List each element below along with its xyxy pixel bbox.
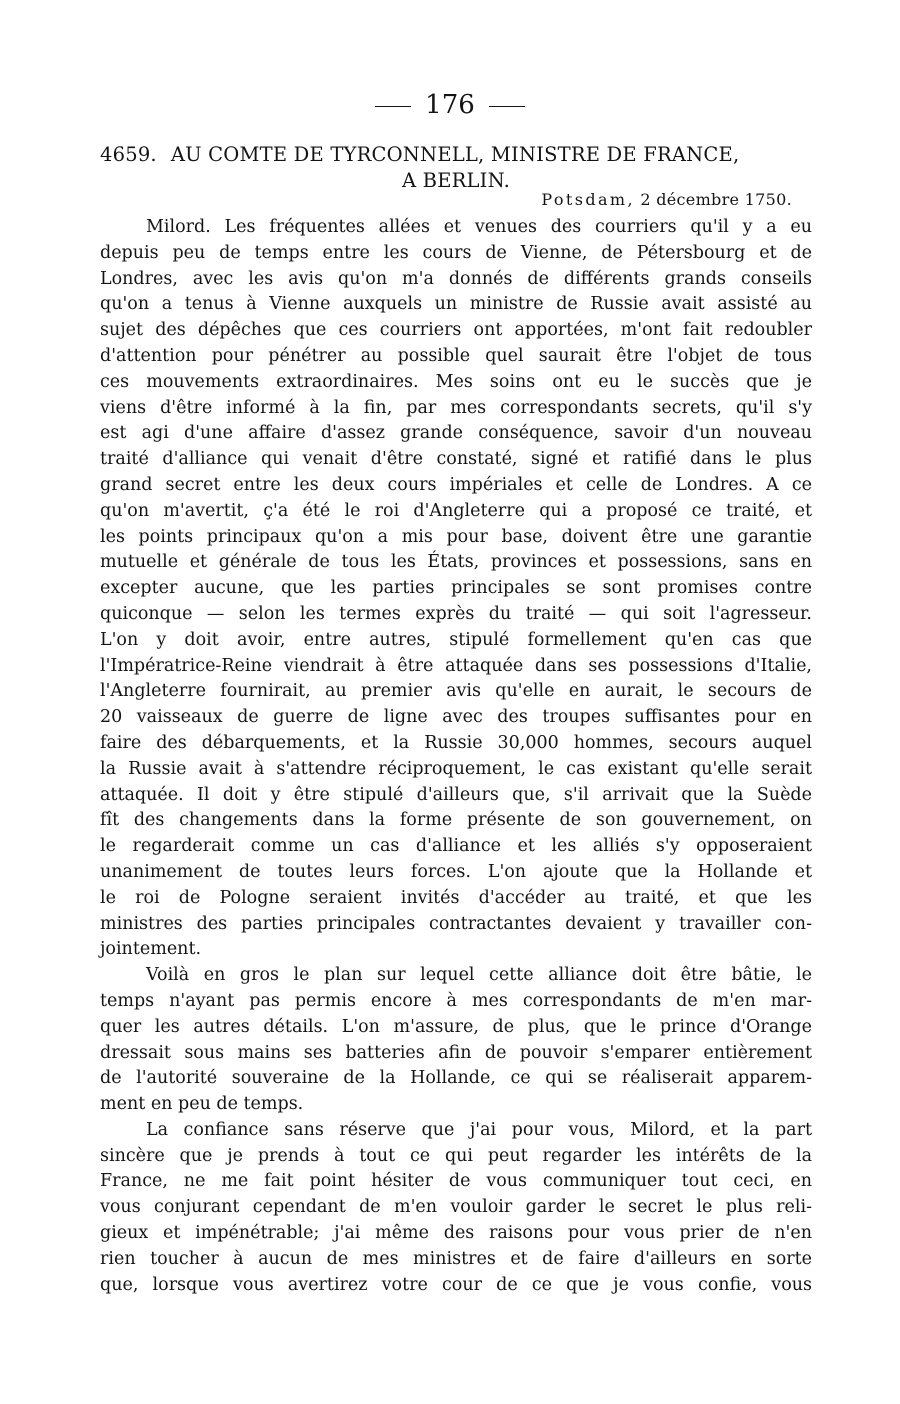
text-line: d'attention pour pénétrer au possible quel saurait être l'objet de tous bbox=[100, 345, 812, 366]
text-line: quiconque — selon les termes exprès du traité — qui soit l'agresseur. bbox=[100, 603, 812, 624]
text-line: France, ne me fait point hésiter de vous communiquer tout ceci, en bbox=[100, 1171, 812, 1192]
text-line: sujet des dépêches que ces courriers ont apportées, m'ont fait redoubler bbox=[100, 320, 812, 341]
text-line: Milord. Les fréquentes allées et venues des courriers qu'il y a eu bbox=[146, 217, 812, 237]
text-line: ment en peu de temps. bbox=[100, 1094, 304, 1115]
text-line: unanimement de toutes leurs forces. L'on ajoute que la Hollande et bbox=[100, 861, 812, 882]
text-line: grand secret entre les deux cours impériales et celle de Londres. A ce bbox=[100, 474, 812, 495]
text-line: est agi d'une affaire d'assez grande conséquence, savoir d'un nouveau bbox=[100, 423, 812, 444]
text-line: le roi de Pologne seraient invités d'accéder au traité, et que les bbox=[100, 887, 812, 908]
text-line: viens d'être informé à la fin, par mes correspondants secrets, qu'il s'y bbox=[100, 397, 812, 418]
letter-body bbox=[100, 215, 812, 1298]
text-line: La confiance sans réserve que j'ai pour vous, Milord, et la part bbox=[146, 1119, 812, 1140]
text-line: l'Angleterre fournirait, au premier avis qu'elle en aurait, le secours de bbox=[100, 681, 812, 702]
paragraph bbox=[100, 215, 812, 963]
text-line: ces mouvements extraordinaires. Mes soins ont eu le succès que je bbox=[100, 371, 812, 392]
text-line: temps n'ayant pas permis encore à mes correspondants de m'en mar- bbox=[100, 990, 812, 1011]
dateline-place: Potsdam, bbox=[541, 190, 635, 209]
text-line: de l'autorité souveraine de la Hollande, ce qui se réaliserait apparem- bbox=[100, 1068, 812, 1089]
text-line: Voilà en gros le plan sur lequel cette alliance doit être bâtie, le bbox=[146, 965, 812, 986]
text-line: excepter aucune, que les parties principales se sont promises contre bbox=[100, 578, 812, 599]
text-line: fît des changements dans la forme présente de son gouvernement, on bbox=[100, 810, 812, 831]
dateline bbox=[541, 190, 792, 210]
text-line: vous conjurant cependant de m'en vouloir garder le secret le plus reli- bbox=[100, 1197, 812, 1218]
text-line: sincère que je prends à tout ce qui peut regarder les intérêts de la bbox=[100, 1145, 812, 1166]
text-line: depuis peu de temps entre les cours de Vienne, de Pétersbourg et de bbox=[100, 242, 812, 263]
page-number-dash-left bbox=[375, 106, 411, 107]
page-number-dash-right bbox=[489, 106, 525, 107]
text-line: qu'on m'avertit, ç'a été le roi d'Angleterre qui a proposé ce traité, et bbox=[100, 500, 812, 521]
text-line: l'Impératrice-Reine viendrait à être attaquée dans ses possessions d'Italie, bbox=[100, 655, 812, 676]
text-line: rien toucher à aucun de mes ministres et de faire d'ailleurs en sorte bbox=[100, 1248, 812, 1269]
text-line: ministres des parties principales contractantes devaient y travailler con- bbox=[100, 913, 812, 934]
text-line: Londres, avec les avis qu'on m'a donnés de différents grands conseils bbox=[100, 268, 812, 289]
text-line: L'on y doit avoir, entre autres, stipulé formellement qu'en cas que bbox=[100, 629, 812, 650]
paragraph bbox=[100, 963, 812, 1118]
paragraph bbox=[100, 1118, 812, 1299]
text-line: qu'on a tenus à Vienne auxquels un ministre de Russie avait assisté au bbox=[100, 294, 812, 315]
page-number-text: 176 bbox=[425, 90, 475, 120]
letter-recipient: AU COMTE DE TYRCONNELL, MINISTRE DE FRANCE, bbox=[170, 143, 740, 166]
letter-recipient-location: A BERLIN. bbox=[402, 169, 510, 192]
text-line: les points principaux qu'on a mis pour base, doivent être une garantie bbox=[100, 526, 812, 547]
dateline-date: 2 décembre 1750. bbox=[640, 190, 792, 209]
text-line: gieux et impénétrable; j'ai même des raisons pour vous prier de n'en bbox=[100, 1223, 812, 1244]
text-line: dressait sous mains ses batteries afin de pouvoir s'emparer entièrement bbox=[100, 1042, 812, 1063]
text-line: faire des débarquements, et la Russie 30,000 hommes, secours auquel bbox=[100, 732, 812, 753]
text-line: jointement. bbox=[100, 939, 202, 960]
text-line: traité d'alliance qui venait d'être constaté, signé et ratifié dans le plus bbox=[100, 449, 812, 470]
text-line: la Russie avait à s'attendre réciproquement, le cas existant qu'elle serait bbox=[100, 758, 812, 779]
text-line: le regarderait comme un cas d'alliance et les alliés s'y opposeraient bbox=[100, 836, 812, 857]
text-line: que, lorsque vous avertirez votre cour de ce que je vous confie, vous bbox=[100, 1274, 812, 1295]
text-line: mutuelle et générale de tous les États, provinces et possessions, sans en bbox=[100, 552, 812, 573]
page-number bbox=[0, 90, 900, 120]
text-line: 20 vaisseaux de guerre de ligne avec des troupes suffisantes pour en bbox=[100, 707, 812, 728]
text-line: quer les autres détails. L'on m'assure, de plus, que le prince d'Orange bbox=[100, 1016, 812, 1037]
letter-number: 4659. bbox=[100, 143, 157, 166]
letter-heading bbox=[100, 142, 812, 193]
text-line: attaquée. Il doit y être stipulé d'ailleurs que, s'il arrivait que la Suède bbox=[100, 784, 812, 805]
